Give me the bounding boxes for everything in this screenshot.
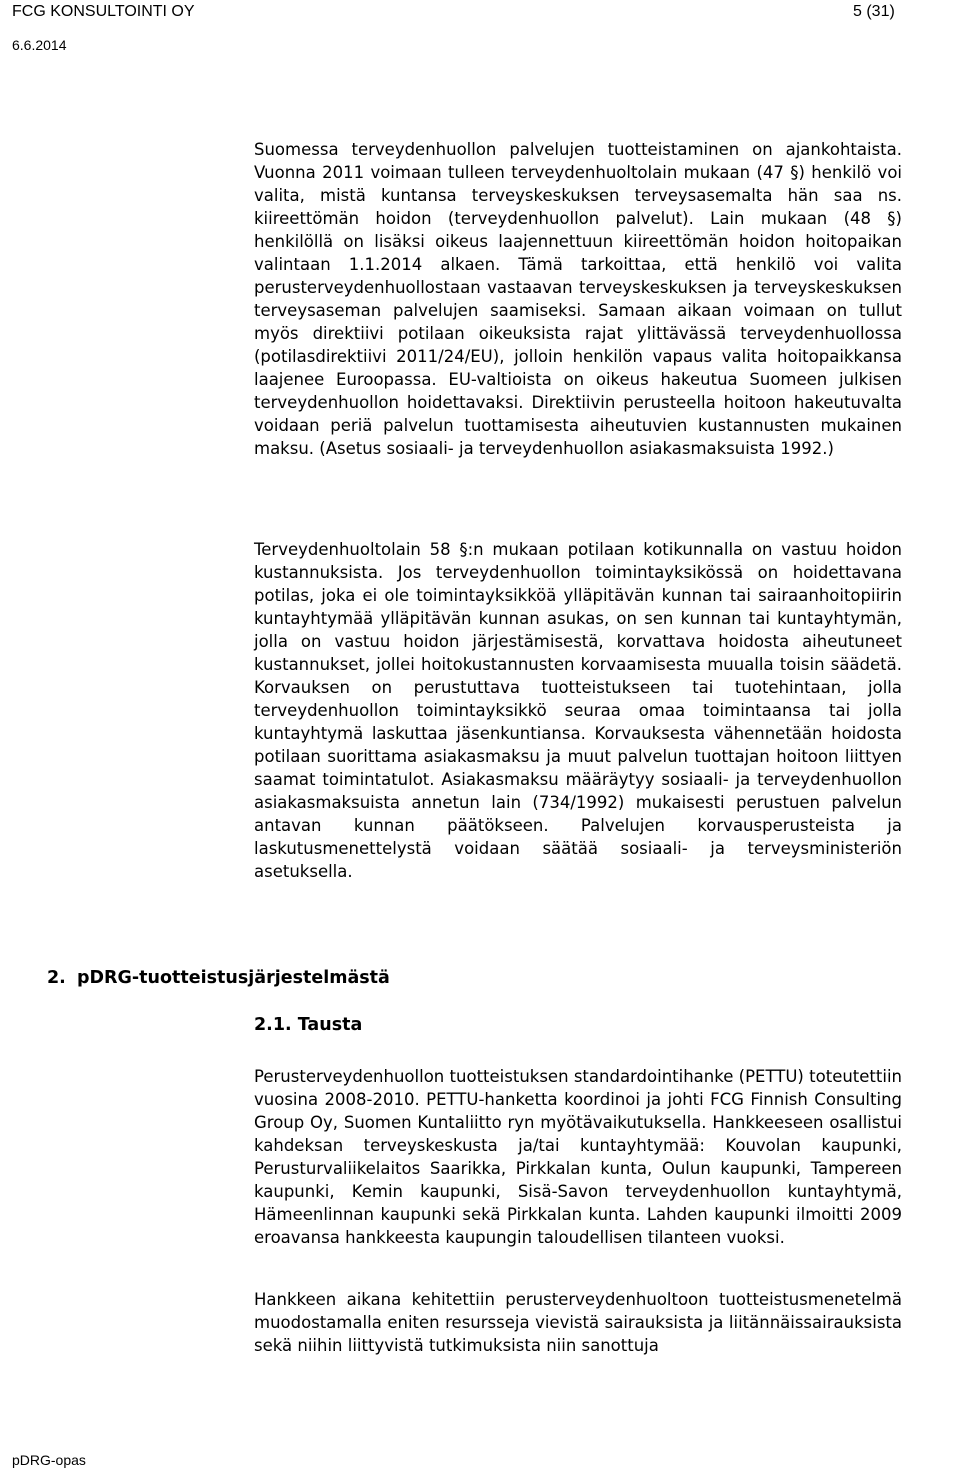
body-paragraph: Suomessa terveydenhuollon palvelujen tuotteistaminen on ajankohtaista. Vuonna 2011 voimaan tulleen terveydenhuoltolain mukaan (47 §) henkilö voi valita, mistä kuntansa terveyskeskuksen terveysasemalta hän saa ns. kiireettömän hoidon (terveydenhuollon palvelut). Lain mukaan (48 §) henkilöllä on lisäksi oikeus laajennettuun kiireettömän hoidon hoitopaikan valintaan 1.1.2014 alkaen. Tämä tarkoittaa, että henkilö voi valita perusterveydenhuollostaan vastaavan terveyskeskuksen ja terveyskeskuksen terveysaseman palvelujen saamiseksi. Samaan aikaan voimaan on tullut myös direktiivi potilaan oikeuksista rajat ylittävässä terveydenhuollossa (potilasdirektiivi 2011/24/EU), jolloin henkilön vapaus valita hoitopaikkansa laajenee Euroopassa. EU-valtioista on oikeus hakeutua Suomeen julkisen terveydenhuollon hoidettavaksi. Direktiivin perusteella hoitoon hakeutuvalta voidaan periä palvelun tuottamisesta aiheutuvien kustannusten mukainen maksu. (Asetus sosiaali- ja terveydenhuollon asiakasmaksuista 1992.) bbox=[254, 140, 902, 458]
section-title: pDRG-tuotteistusjärjestelmästä bbox=[77, 968, 390, 988]
header-page-number: 5 (31) bbox=[853, 3, 895, 20]
subsection-heading: 2.1. Tausta bbox=[254, 1015, 363, 1035]
section-number: 2. bbox=[47, 968, 66, 988]
header-date: 6.6.2014 bbox=[12, 37, 67, 53]
header-company-name: FCG KONSULTOINTI OY bbox=[12, 3, 195, 20]
body-paragraph: Hankkeen aikana kehitettiin perusterveydenhuoltoon tuotteistusmenetelmä muodostamalla eniten resursseja vievistä sairauksista ja liitännäissairauksista sekä niihin liittyvistä tutkimuksista niin sanottuja bbox=[254, 1290, 902, 1355]
footer-label: pDRG-opas bbox=[12, 1452, 86, 1468]
body-paragraph: Perusterveydenhuollon tuotteistuksen standardointihanke (PETTU) toteutettiin vuosina 2008-2010. PETTU-hanketta koordinoi ja johti FCG Finnish Consulting Group Oy, Suomen Kuntaliitto ryn myötävaikutuksella. Hankkeeseen osallistui kahdeksan terveyskeskusta ja/tai kuntayhtymää: Kouvolan kaupunki, Perusturvaliikelaitos Saarikka, Pirkkalan kunta, Oulun kaupunki, Tampereen kaupunki, Kemin kaupunki, Sisä-Savon terveydenhuollon kuntayhtymä, Hämeenlinnan kaupunki sekä Pirkkalan kunta. Lahden kaupunki ilmoitti 2009 eroavansa hankkeesta kaupungin taloudellisen tilanteen vuoksi. bbox=[254, 1067, 902, 1247]
section-heading bbox=[47, 968, 390, 988]
body-paragraph: Terveydenhuoltolain 58 §:n mukaan potilaan kotikunnalla on vastuu hoidon kustannuksista. Jos terveydenhuollon toimintayksikössä on hoidettavana potilas, joka ei ole toimintayksikköä ylläpitävän kunnan tai sairaanhoitopiirin kuntayhtymää ylläpitävän kunnan asukas, on sen kunnan tai kuntayhtymän, jolla on vastuu hoidon järjestämisestä, korvattava hoidosta aiheutuneet kustannukset, jollei hoitokustannusten korvaamisesta muualla toisin säädetä. Korvauksen on perustuttava tuotteistukseen tai tuotehintaan, jolla terveydenhuollon toimintayksikkö seuraa omaa toimintaansa tai jolla kuntayhtymä laskuttaa jäsenkuntiansa. Korvauksesta vähennetään hoidosta potilaan suorittama asiakasmaksu ja muut palvelun tuottajan hoitoon liittyen saamat toimintatulot. Asiakasmaksu määräytyy sosiaali- ja terveydenhuollon asiakasmaksuista annetun lain (734/1992) mukaisesti perustuen palvelun antavan kunnan päätökseen. Palvelujen korvausperusteista ja laskutusmenettelystä voidaan säätää sosiaali- ja terveysministeriön asetuksella. bbox=[254, 540, 902, 881]
